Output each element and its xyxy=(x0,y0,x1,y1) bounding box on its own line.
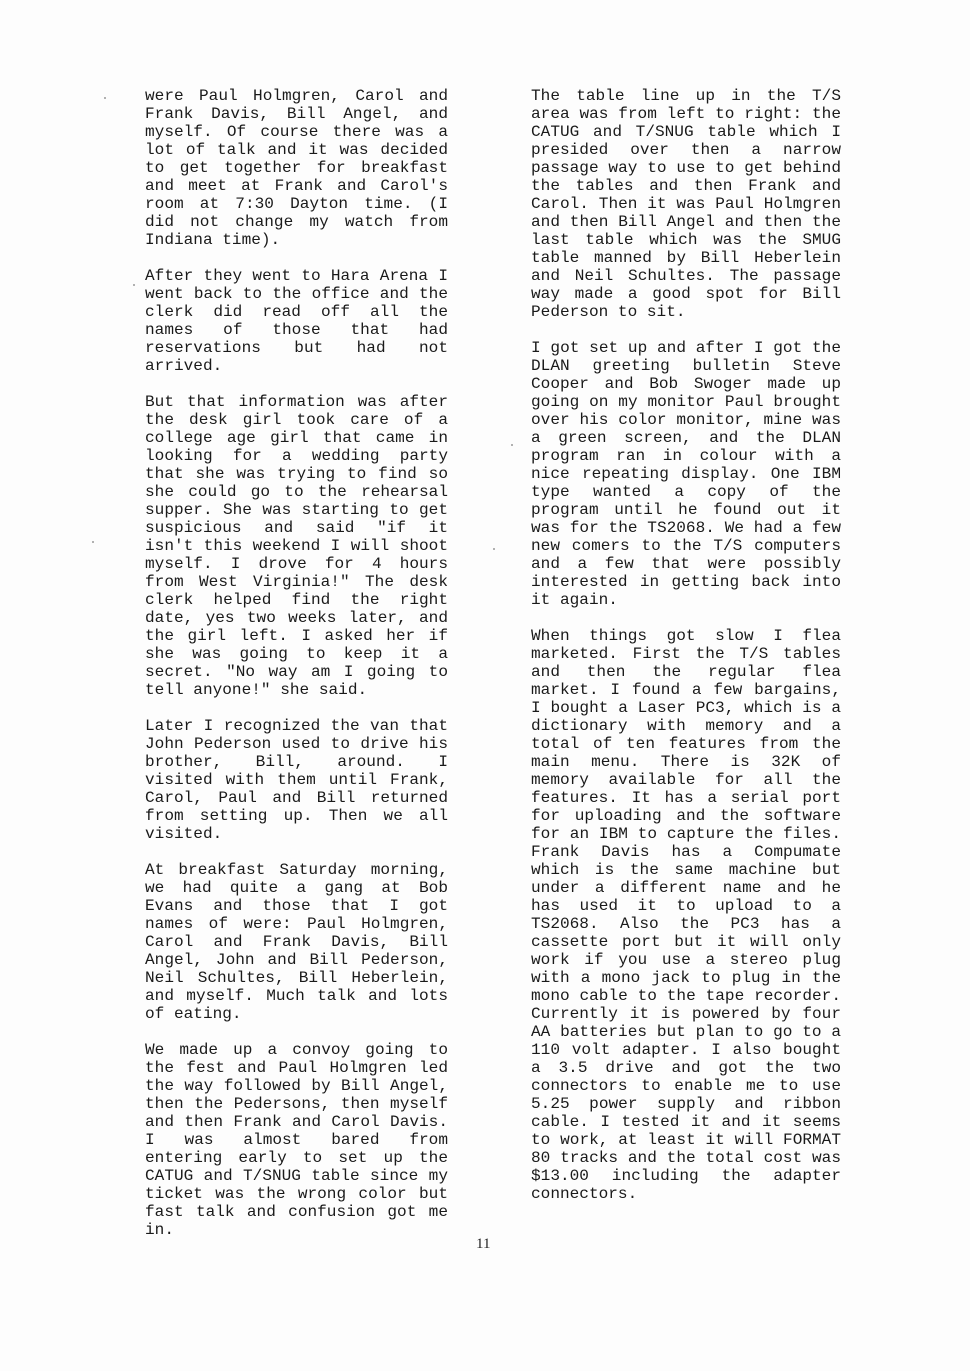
left-paragraph-4: Later I recognized the van that John Pederson used to drive his brother, Bill, around. I visited with them until Frank, Carol, Paul and Bill returned from setting up. Then we all visited. xyxy=(145,717,448,843)
scan-speck xyxy=(511,444,513,446)
scan-speck xyxy=(133,284,135,286)
left-paragraph-3: But that information was after the desk girl took care of a college age girl that came in looking for a wedding party that she was trying to find so she could go to the rehearsal supper. She was starting to get suspicious and said "if it isn't this weekend I will shoot myself. I drove for 4 hours from West Virginia!" The desk clerk helped find the right date, yes two weeks later, and the girl left. I asked her if she was going to keep it a secret. "No way am I going to tell anyone!" she said. xyxy=(145,393,448,699)
right-paragraph-3: When things got slow I flea marketed. First the T/S tables and then the regular flea market. I found a few bargains, I bought a Laser PC3, which is a dictionary with memory and a total of ten features from the main menu. There is 32K of memory available for all the features. It has a serial port for uploading and the software for an IBM to capture the files. Frank Davis has a Compumate which is the same machine but under a different name and he has used it to upload to a TS2068. Also the PC3 has a cassette port but it will only work if you use a stereo plug with a mono jack to plug in the mono cable to the tape recorder. Currently it is powered by four AA batteries but plan to go to a 110 volt adapter. I also bought a 3.5 drive and got the two connectors to enable me to use 5.25 power supply and ribbon cable. I tested it and it seems to work, at least it will FORMAT 80 tracks and the total cost was $13.00 including the adapter connectors. xyxy=(531,627,841,1203)
left-paragraph-1: were Paul Holmgren, Carol and Frank Davis, Bill Angel, and myself. Of course there was a lot of talk and it was decided to get together for breakfast and meet at Frank and Carol's room at 7:30 Dayton time. (I did not change my watch from Indiana time). xyxy=(145,87,448,249)
right-paragraph-2: I got set up and after I got the DLAN greeting bulletin Steve Cooper and Bob Swoger made up going on my monitor Paul brought over his color monitor, mine was a green screen, and the DLAN program ran in colour with a nice repeating display. One IBM type wanted a copy of the program until he found out it was for the TS2068. We had a few new comers to the T/S computers and a few that were possibly interested in getting back into it again. xyxy=(531,339,841,609)
page-number: 11 xyxy=(476,1236,491,1252)
right-paragraph-1: The table line up in the T/S area was from left to right: the CATUG and T/SNUG table which I presided over then a narrow passage way to use to get behind the tables and then Frank and Carol. Then it was Paul Holmgren and then Bill Angel and then the last table which was the SMUG table manned by Bill Heberlein and Neil Schultes. The passage way made a good spot for Bill Pederson to sit. xyxy=(531,87,841,321)
left-paragraph-6: We made up a convoy going to the fest and Paul Holmgren led the way followed by Bill Angel, then the Pedersons, then myself and then Frank and Carol Davis. I was almost bared from entering early to set up the CATUG and T/SNUG table since my ticket was the wrong color but fast talk and confusion got me in. xyxy=(145,1041,448,1239)
right-text-column xyxy=(531,87,841,1221)
scan-speck xyxy=(104,97,106,99)
left-text-column xyxy=(145,87,448,1257)
left-paragraph-2: After they went to Hara Arena I went back to the office and the clerk did read off all the names of those that had reservations but had not arrived. xyxy=(145,267,448,375)
scan-speck xyxy=(493,548,495,550)
scan-speck xyxy=(92,541,94,543)
left-paragraph-5: At breakfast Saturday morning, we had quite a gang at Bob Evans and those that I got names of were: Paul Holmgren, Carol and Frank Davis, Bill Angel, John and Bill Pederson, Neil Schultes, Bill Heberlein, and myself. Much talk and lots of eating. xyxy=(145,861,448,1023)
